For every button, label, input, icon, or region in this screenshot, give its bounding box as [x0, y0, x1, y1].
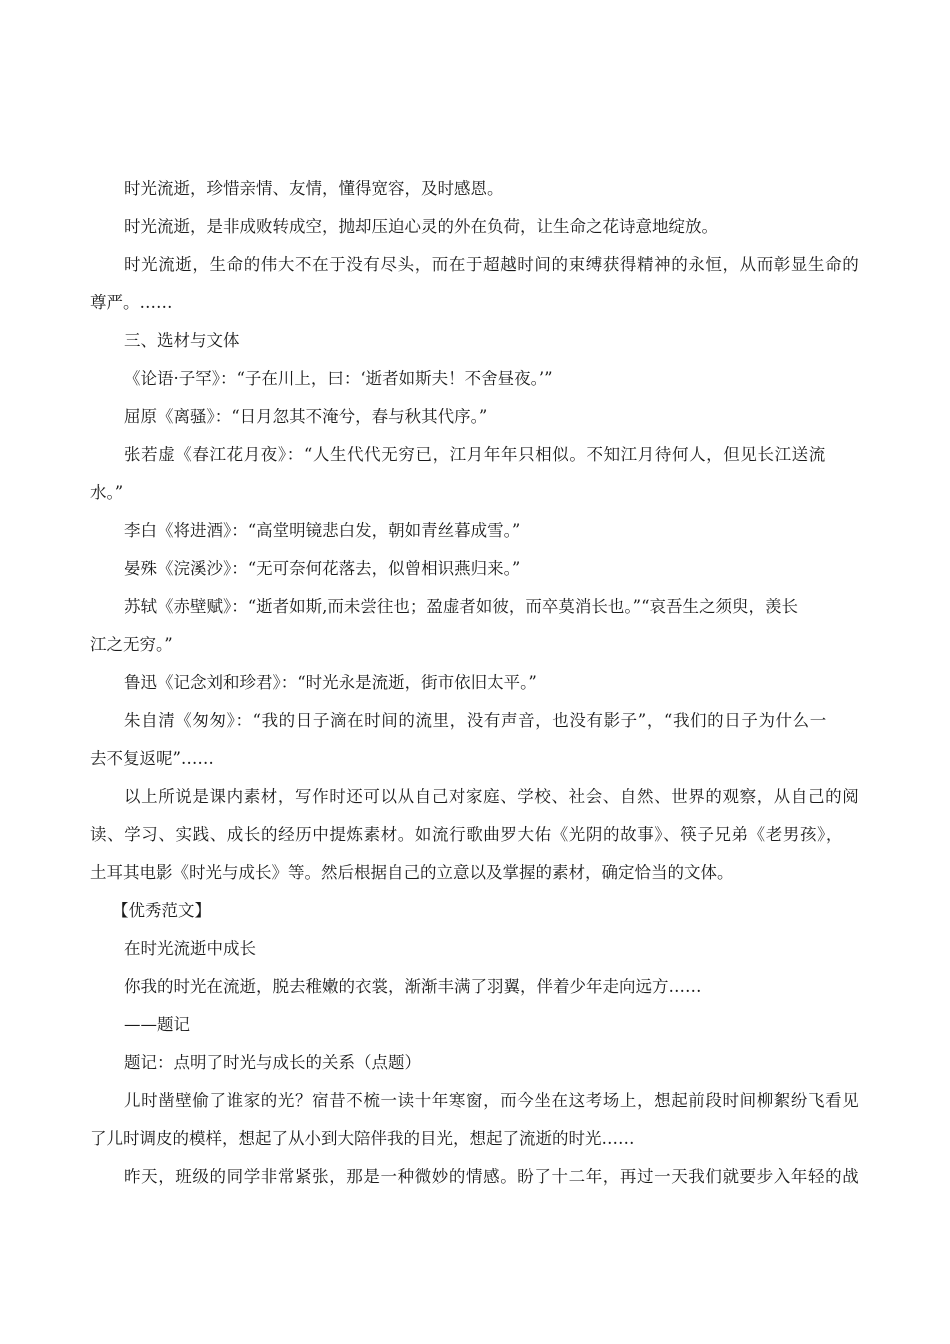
- paragraph-line: 时光流逝，生命的伟大不在于没有尽头，而在于超越时间的束缚获得精神的永恒，从而彰显生命的: [124, 255, 860, 274]
- quote-line: 江之无穷。”: [90, 635, 173, 654]
- quote-line: 苏轼《赤壁赋》：“逝者如斯,而未尝往也；盈虚者如彼，而卒莫消长也。”“哀吾生之须臾，羡长: [124, 597, 799, 616]
- paragraph-line: 土耳其电影《时光与成长》等。然后根据自己的立意以及掌握的素材，确定恰当的文体。: [90, 863, 734, 882]
- quote-line: 屈原《离骚》：“日月忽其不淹兮，春与秋其代序。”: [124, 407, 488, 426]
- paragraph-line: 时光流逝，是非成败转成空，抛却压迫心灵的外在负荷，让生命之花诗意地绽放。: [124, 217, 718, 236]
- quote-line: 鲁迅《记念刘和珍君》：“时光永是流逝，街市依旧太平。”: [124, 673, 537, 692]
- quote-line: 李白《将进酒》：“高堂明镜悲白发，朝如青丝暮成雪。”: [124, 521, 521, 540]
- quote-line: 《论语·子罕》：“子在川上，曰：‘逝者如斯夫！不舍昼夜。’”: [124, 369, 553, 388]
- quote-line: 水。”: [90, 483, 124, 502]
- paragraph-line: 读、学习、实践、成长的经历中提炼素材。如流行歌曲罗大佑《光阴的故事》、筷子兄弟《老男孩》，: [90, 825, 843, 844]
- quote-line: 朱自清《匆匆》：“我的日子滴在时间的流里，没有声音，也没有影子”，“我们的日子为什么一: [124, 711, 827, 730]
- paragraph-line: 以上所说是课内素材，写作时还可以从自己对家庭、学校、社会、自然、世界的观察，从自己的阅: [124, 787, 860, 806]
- paragraph-line: 时光流逝，珍惜亲情、友情，懂得宽容，及时感恩。: [124, 179, 504, 198]
- essay-title: 在时光流逝中成长: [124, 939, 256, 958]
- epigraph-attribution: ——题记: [124, 1015, 190, 1034]
- epigraph: 你我的时光在流逝，脱去稚嫩的衣裳，渐渐丰满了羽翼，伴着少年走向远方……: [124, 977, 702, 996]
- essay-line: 昨天，班级的同学非常紧张，那是一种微妙的情感。盼了十二年，再过一天我们就要步入年轻的战: [124, 1167, 860, 1186]
- commentary-line: 题记：点明了时光与成长的关系（点题）: [124, 1053, 421, 1072]
- section-heading: 三、选材与文体: [124, 331, 240, 350]
- sample-essay-heading: 【优秀范文】: [112, 901, 211, 920]
- paragraph-line: 尊严。……: [90, 293, 173, 312]
- essay-line: 儿时凿壁偷了谁家的光？宿昔不梳一读十年寒窗，而今坐在这考场上，想起前段时间柳絮纷飞看见: [124, 1091, 860, 1110]
- quote-line: 去不复返呢”……: [90, 749, 214, 768]
- quote-line: 晏殊《浣溪沙》：“无可奈何花落去，似曾相识燕归来。”: [124, 559, 521, 578]
- essay-line: 了儿时调皮的模样，想起了从小到大陪伴我的目光，想起了流逝的时光……: [90, 1129, 635, 1148]
- quote-line: 张若虚《春江花月夜》：“人生代代无穷已，江月年年只相似。不知江月待何人，但见长江送流: [124, 445, 826, 464]
